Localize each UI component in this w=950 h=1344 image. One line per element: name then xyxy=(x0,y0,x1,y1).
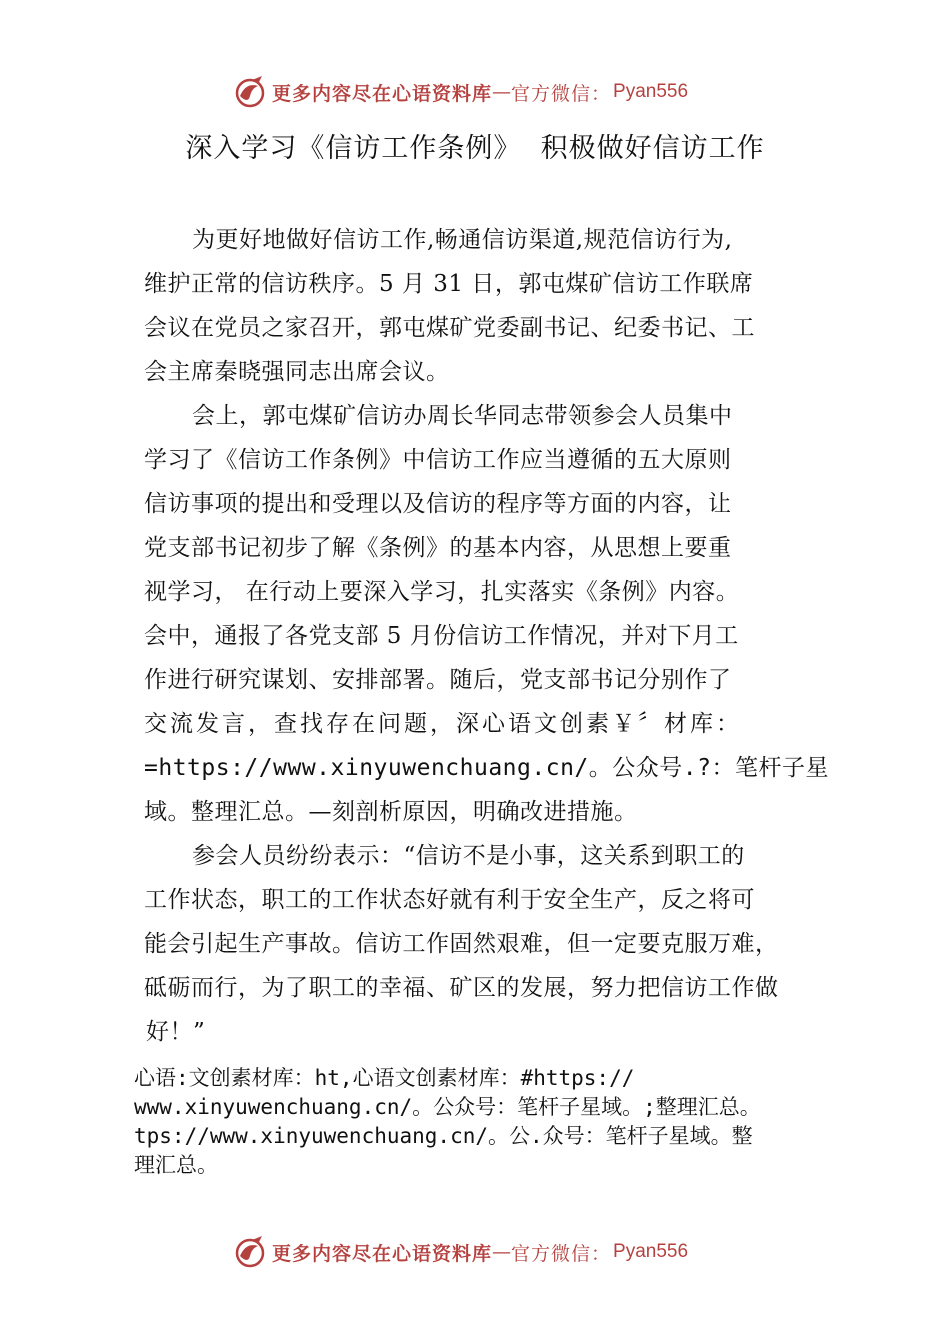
paragraph-line: 为更好地做好信访工作,畅通信访渠道,规范信访行为, xyxy=(192,227,733,253)
paragraph-line: 会主席秦晓强同志出席会议。 xyxy=(144,359,450,385)
document-title: 深入学习《信访工作条例》 积极做好信访工作 xyxy=(185,133,765,164)
paragraph-line: 学习了《信访工作条例》中信访工作应当遵循的五大原则 xyxy=(144,447,732,473)
footer-line: 理汇总。 xyxy=(134,1153,218,1177)
paragraph-line: 会中，通报了各党支部 5 月份信访工作情况，并对下月工 xyxy=(144,623,739,649)
banner-text: 更多内容尽在心语资料库 xyxy=(272,1242,493,1265)
paragraph-line: 会议在党员之家召开，郭屯煤矿党委副书记、纪委书记、工 xyxy=(144,315,755,341)
brand-logo-icon xyxy=(232,74,268,110)
paragraph-line: 作进行研究谋划、安排部署。随后，党支部书记分别作了 xyxy=(144,667,732,693)
paragraph-line: 视学习， 在行动上要深入学习，扎实落实《条例》内容。 xyxy=(144,579,740,605)
paragraph-line: 能会引起生产事故。信访工作固然艰难，但一定要克服万难， xyxy=(144,931,779,957)
paragraph-3 xyxy=(144,834,824,1054)
footer-watermark-text xyxy=(134,1064,854,1180)
paragraph-line: 好！” xyxy=(146,1019,206,1045)
paragraph-line: 砥砺而行，为了职工的幸福、矿区的发展，努力把信访工作做 xyxy=(144,975,779,1001)
paragraph-line: 信访事项的提出和受理以及信访的程序等方面的内容，让 xyxy=(144,491,732,517)
paragraph-line: 工作状态，职工的工作状态好就有利于安全生产，反之将可 xyxy=(144,887,755,913)
header-banner xyxy=(232,72,688,112)
paragraph-2 xyxy=(144,394,829,834)
banner-separator: — xyxy=(492,1241,512,1263)
footer-line: www.xinyuwenchuang.cn/。公众号：笔杆子星域。;整理汇总。 xyxy=(134,1095,761,1119)
paragraph-line: 会上，郭屯煤矿信访办周长华同志带领参会人员集中 xyxy=(192,403,733,429)
footer-line: 心语:文创素材库：ht,心语文创素材库：#https:// xyxy=(134,1066,635,1090)
footer-banner xyxy=(232,1232,688,1272)
banner-weixin-label: 官方微信： xyxy=(511,1242,612,1265)
paragraph-line: 党支部书记初步了解《条例》的基本内容，从思想上要重 xyxy=(144,535,732,561)
paragraph-line: 维护正常的信访秩序。5 月 31 日，郭屯煤矿信访工作联席 xyxy=(144,271,754,297)
paragraph-line: 参会人员纷纷表示：“信访不是小事，这关系到职工的 xyxy=(192,843,745,869)
paragraph-1 xyxy=(144,218,824,394)
paragraph-line: 域。整理汇总。—刻剖析原因，明确改进措施。 xyxy=(144,799,638,825)
paragraph-line: =https://www.xinyuwenchuang.cn/。公众号.?：笔杆子星 xyxy=(144,755,829,781)
banner-separator: — xyxy=(492,81,512,103)
banner-weixin-id: Pyan556 xyxy=(613,1241,689,1262)
brand-logo-icon xyxy=(232,1234,268,1270)
banner-text: 更多内容尽在心语资料库 xyxy=(272,82,493,105)
banner-weixin-label: 官方微信： xyxy=(511,82,612,105)
banner-weixin-id: Pyan556 xyxy=(613,81,689,102)
footer-line: tps://www.xinyuwenchuang.cn/。公.众号：笔杆子星域。整 xyxy=(134,1124,753,1148)
paragraph-line: 交流发言，查找存在问题，深心语文创素￥〞材库： xyxy=(144,711,742,737)
